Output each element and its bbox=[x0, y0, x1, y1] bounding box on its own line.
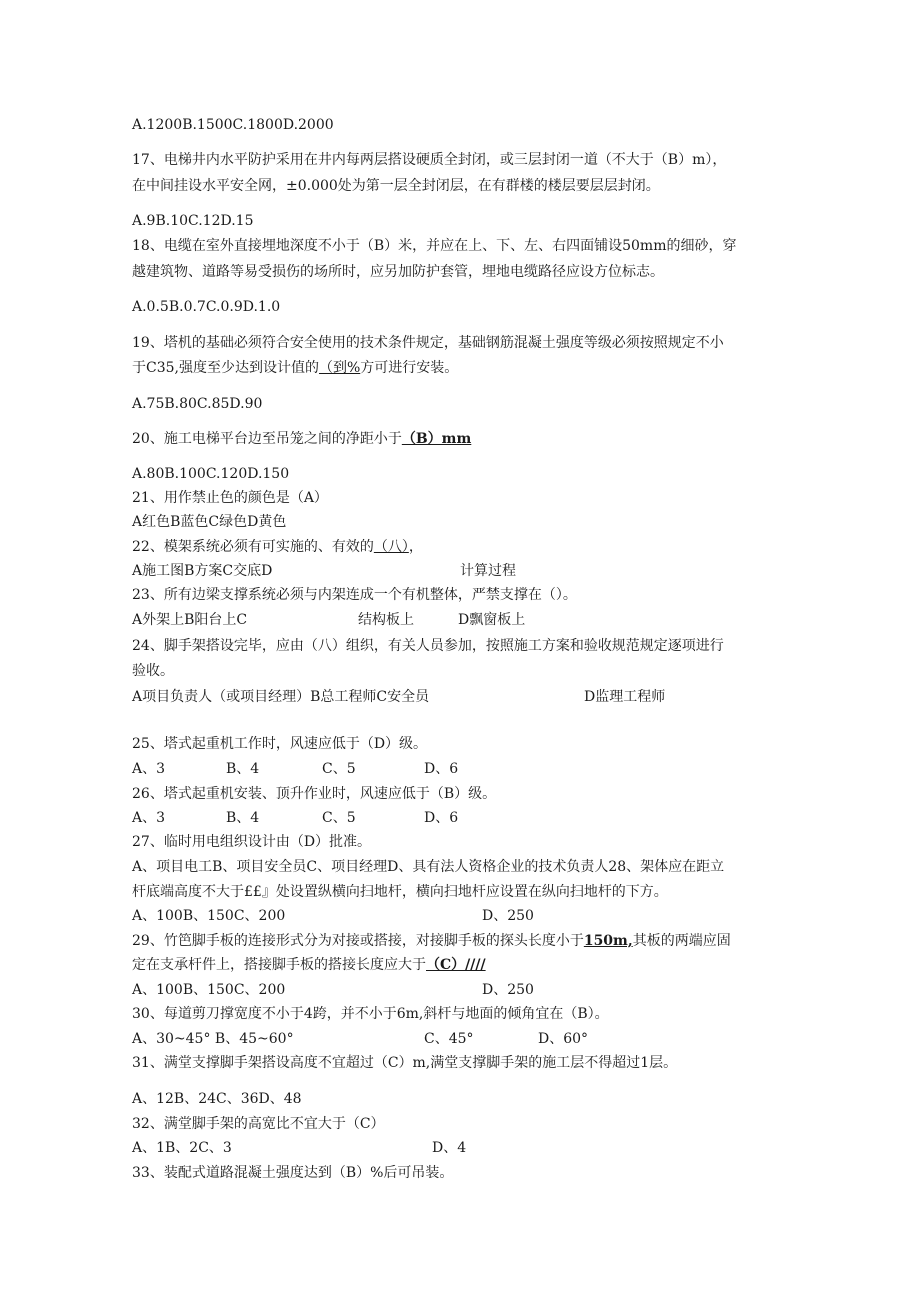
q29-stem-line2: 定在支承杆件上，搭接脚手板的搭接长度应大于（C）//// bbox=[132, 957, 486, 973]
q25-stem bbox=[132, 734, 427, 754]
q22-stem: 22、模架系统必须有可实施的、有效的（八）， bbox=[132, 539, 423, 555]
q19-stem-line2: 于C35,强度至少达到设计值的（到%方可进行安装。 bbox=[132, 360, 459, 376]
question-text: 18、电缆在室外直接埋地深度不小于（B）米，并应在上、下、左、右四面铺设50mm的细砂，穿 bbox=[132, 238, 737, 254]
q25-options: A、3 B、4 C、5 D、6 bbox=[132, 761, 459, 777]
question-text: 30、每道剪刀撑宽度不小于4跨，并不小于6m,斜杆与地面的倾角宜在（B）。 bbox=[132, 1006, 609, 1022]
q26-stem bbox=[132, 784, 496, 804]
question-text: 在中间挂设水平安全网，±0.000处为第一层全封闭层，在有群楼的楼层要层层封闭。 bbox=[132, 178, 660, 194]
question-text: 23、所有边梁支撑系统必须与内架连成一个有机整体，严禁支撑在（）。 bbox=[132, 587, 577, 603]
q18-stem-line1 bbox=[132, 236, 736, 256]
q24-options: A项目负责人（或项目经理）B总工程师C安全员 D监理工程师 bbox=[132, 689, 666, 705]
q18-stem-line2 bbox=[132, 262, 664, 282]
options-text: A.75B.80C.85D.90 bbox=[132, 396, 263, 412]
q29-stem-line1: 29、竹笆脚手板的连接形式分为对接或搭接，对接脚手板的探头长度小于150m,其板的两端应固 bbox=[132, 933, 731, 949]
q16-options bbox=[132, 115, 334, 135]
question-text: 32、满堂脚手架的高宽比不宜大于（C） bbox=[132, 1116, 385, 1132]
question-text: 26、塔式起重机安装、顶升作业时，风速应低于（B）级。 bbox=[132, 786, 497, 802]
q27-stem bbox=[132, 832, 371, 852]
options-text: A、12B、24C、36D、48 bbox=[132, 1091, 302, 1107]
q31-stem bbox=[132, 1053, 677, 1073]
answer-blank: 150m, bbox=[583, 933, 633, 949]
question-text: 31、满堂支撑脚手架搭设高度不宜超过（C）m,满堂支撑脚手架的施工层不得超过1层。 bbox=[132, 1055, 678, 1071]
question-text: 杆底端高度不大于££』处设置纵横向扫地杆，横向扫地杆应设置在纵向扫地杆的下方。 bbox=[132, 884, 668, 900]
q23-options: A外架上B阳台上C 结构板上 D飘窗板上 bbox=[132, 612, 526, 628]
question-text: 21、用作禁止色的颜色是（A） bbox=[132, 490, 328, 506]
answer-blank: （B）mm bbox=[401, 431, 472, 447]
q20-options bbox=[132, 464, 289, 484]
q18-options bbox=[132, 297, 280, 317]
options-text: A.0.5B.0.7C.0.9D.1.0 bbox=[132, 299, 281, 315]
q20-stem: 20、施工电梯平台边至吊笼之间的净距小于（B）mm bbox=[132, 431, 472, 447]
q17-options bbox=[132, 211, 254, 231]
q24-stem-line2 bbox=[132, 661, 174, 681]
q32-options: A、1B、2C、3 D、4 bbox=[132, 1140, 467, 1156]
question-text: 27、临时用电组织设计由（D）批准。 bbox=[132, 834, 372, 850]
question-text: 19、塔机的基础必须符合安全使用的技术条件规定，基础钢筋混凝土强度等级必须按照规定不小 bbox=[132, 335, 724, 351]
question-text: 越建筑物、道路等易受损伤的场所时，应另加防护套管，埋地电缆路径应设方位标志。 bbox=[132, 264, 664, 280]
q19-options bbox=[132, 394, 262, 414]
q21-options bbox=[132, 512, 286, 532]
answer-blank: （C）//// bbox=[426, 957, 486, 973]
q31-options bbox=[132, 1089, 302, 1109]
question-text: 24、脚手架搭设完毕，应由（八）组织，有关人员参加，按照施工方案和验收规范规定逐项进行 bbox=[132, 638, 724, 654]
question-text: 33、装配式道路混凝土强度达到（B）%后可吊装。 bbox=[132, 1165, 454, 1181]
q30-stem bbox=[132, 1004, 609, 1024]
q24-stem-line1 bbox=[132, 636, 724, 656]
question-text: 17、电梯井内水平防护采用在井内每两层搭设硬质全封闭，或三层封闭一道（不大于（B）m）， bbox=[132, 152, 727, 168]
q23-stem bbox=[132, 585, 577, 605]
q28-options: A、100B、150C、200 D、250 bbox=[132, 908, 534, 924]
answer-blank: （到% bbox=[318, 360, 361, 376]
question-text: 25、塔式起重机工作时，风速应低于（D）级。 bbox=[132, 736, 428, 752]
question-text: 验收。 bbox=[132, 663, 174, 679]
options-text: A.80B.100C.120D.150 bbox=[132, 466, 290, 482]
options-text: A.9B.10C.12D.15 bbox=[132, 213, 254, 229]
q28-stem-line2 bbox=[132, 882, 668, 902]
q21-stem bbox=[132, 488, 328, 508]
options-text: A.1200B.1500C.1800D.2000 bbox=[132, 117, 334, 133]
q19-stem-line1 bbox=[132, 333, 724, 353]
q30-options: A、30~45° B、45~60° C、45° D、60° bbox=[132, 1031, 589, 1047]
question-text: A、项目电工B、项目安全员C、项目经理D、具有法人资格企业的技术负责人28、架体应在距立 bbox=[132, 859, 725, 875]
answer-blank: （八） bbox=[373, 539, 409, 555]
q33-stem bbox=[132, 1163, 453, 1183]
q17-stem-line2 bbox=[132, 176, 660, 196]
q26-options: A、3 B、4 C、5 D、6 bbox=[132, 810, 459, 826]
q22-options: A施工图B方案C交底D 计算过程 bbox=[132, 563, 516, 579]
q17-stem-line1 bbox=[132, 150, 726, 170]
q27-options-q28-line1 bbox=[132, 857, 724, 877]
q32-stem bbox=[132, 1114, 385, 1134]
q29-options: A、100B、150C、200 D、250 bbox=[132, 982, 534, 998]
options-text: A红色B蓝色C绿色D黄色 bbox=[132, 514, 287, 530]
